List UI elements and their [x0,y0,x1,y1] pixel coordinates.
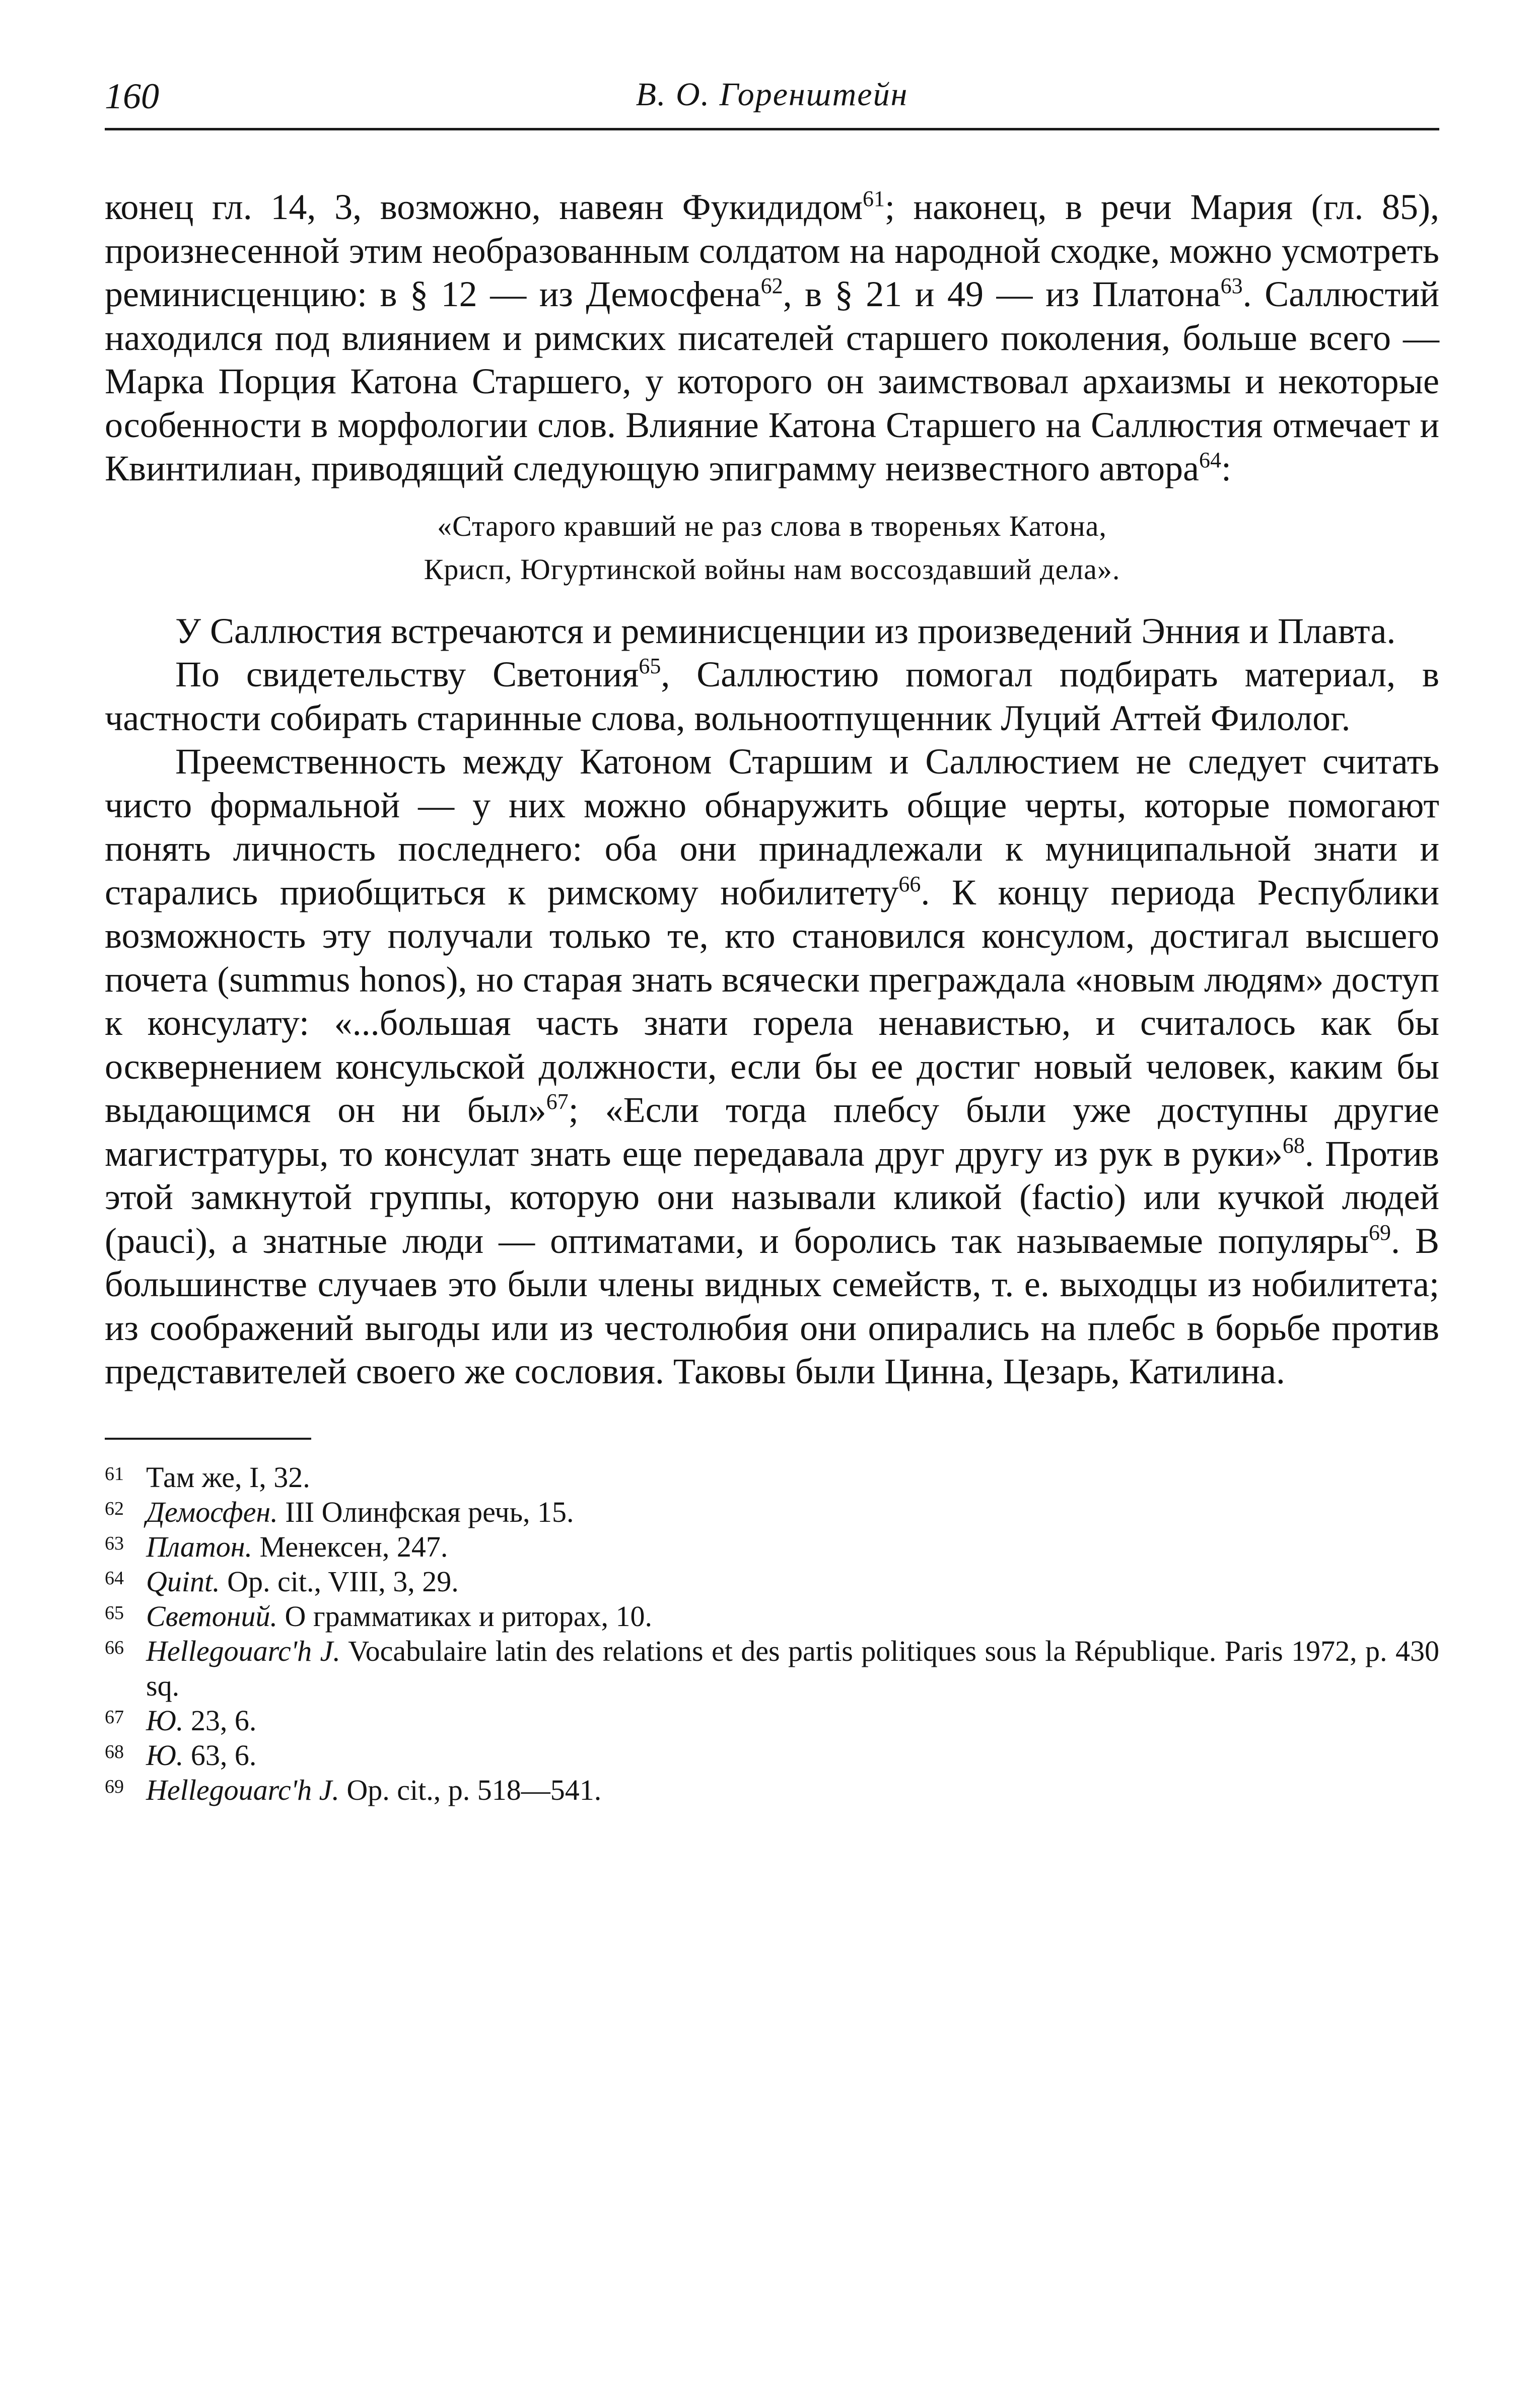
page-header [105,76,1439,131]
footnote-number: 63 [105,1532,124,1554]
main-text [105,185,1439,1393]
text-run: ; «Если тогда плебсу были уже доступны другие магистратуры, то консулат знать еще передавала друг другу из рук в руки» [105,1090,1440,1174]
footnote-ref[interactable]: 62 [760,273,783,298]
paragraph [105,740,1439,1393]
epigram-line: Крисп, Югуртинской войны нам воссоздавший дела». [424,552,1121,586]
footnote-text: Менексен, 247. [252,1530,448,1563]
footnote-author: Quint. [146,1565,220,1598]
header-rule [105,128,1439,130]
text-run: ; наконец, в речи Мария (гл. 85), произнесенной этим необразованным солдатом на народной сходке, можно усмотреть реминисценцию: в § 12 — из Демосфена [105,187,1440,314]
footnote-author: Светоний. [146,1599,277,1633]
footnote [105,1703,1439,1738]
text-run: . Саллюстий находился под влиянием и римских писателей старшего поколения, больше всего — Марка Порция Катона Старшего, у которого он заимствовал архаизмы и некоторые особенности в морфологии слов. Влияние Катона Старшего на Саллюстия отмечает и Квинтилиан, приводящий следующую эпиграмму неизвестного автора [105,274,1439,488]
footnote [105,1738,1439,1773]
text-run: . Против этой замкнутой группы, которую они называли кликой (factio) или кучкой людей (pauci), а знатные люди — оптиматами, и боролись так называемые популяры [105,1133,1439,1261]
book-page [105,76,1439,1807]
footnote-author: Hellegouarc'h J. [146,1634,340,1667]
footnote-ref[interactable]: 69 [1369,1220,1391,1245]
footnote-ref[interactable]: 63 [1220,273,1243,298]
page-number: 160 [105,76,159,116]
footnote-ref[interactable]: 64 [1199,448,1222,472]
footnote [105,1495,1439,1529]
footnote-number: 62 [105,1498,124,1519]
text-run: . К концу периода Республики возможность эту получали только те, кто становился консулом, достигал высшего почета (summus honos), но старая знать всячески преграждала «новым людям» доступ к консулату: «...большая часть знати горела ненавистью, и считалось как бы осквернением консульской должности, если бы ее достиг новый человек, каким бы выдающимся он ни был» [105,872,1439,1130]
footnote [105,1634,1439,1703]
footnote [105,1599,1439,1634]
text-run: По свидетельству Светония [175,654,639,694]
footnote-text: 23, 6. [183,1704,257,1737]
footnote-text: 63, 6. [183,1738,257,1772]
footnote [105,1773,1439,1807]
footnote-author: Hellegouarc'h J. [146,1773,339,1806]
footnote-number: 64 [105,1567,124,1589]
footnote-author: Ю. [146,1704,184,1737]
footnote-text: Там же, I, 32. [146,1460,310,1494]
footnote-ref[interactable]: 61 [863,186,885,211]
running-head: В. О. Горенштейн [636,76,908,113]
footnote-number: 66 [105,1637,124,1658]
text-run: , Саллюстию помогал подбирать материал, в частности собирать старинные слова, вольноотпущенник Луций Аттей Филолог. [105,654,1440,738]
footnote-text: Op. cit., p. 518—541. [339,1773,602,1806]
footnote-text: III Олинфская речь, 15. [277,1495,574,1528]
footnote [105,1564,1439,1599]
text-run: , в § 21 и 49 — из Платона [783,274,1221,314]
footnote-number: 65 [105,1602,124,1624]
footnote-number: 61 [105,1463,124,1485]
footnote-text: Vocabulaire latin des relations et des partis politiques sous la République. Paris 1972, p. 430 sq. [146,1634,1439,1702]
footnote-ref[interactable]: 66 [898,871,921,896]
epigram-line: «Старого кравший не раз слова в твореньях Катона, [437,509,1107,542]
footnote-text: Op. cit., VIII, 3, 29. [220,1565,459,1598]
footnote-ref[interactable]: 67 [546,1089,569,1114]
text-run: Преемственность между Катоном Старшим и Саллюстием не следует считать чисто формальной — у них можно обнаружить общие черты, которые помогают понять личность последнего: оба они принадлежали к муниципальной знати и старались приобщиться к римскому нобилитету [105,741,1439,912]
epigram-quote [105,505,1439,591]
footnote-number: 68 [105,1741,124,1763]
footnote-number: 67 [105,1706,124,1728]
footnote-author: Демосфен. [146,1495,278,1528]
text-run: . В большинстве случаев это были члены видных семейств, т. е. выходцы из нобилитета; из соображений выгоды или из честолюбия они опирались на плебс в борьбе против представителей своего же сословия. Таковы были Цинна, Цезарь, Катилина. [105,1220,1439,1391]
text-run: конец гл. 14, 3, возможно, навеян Фукидидом [105,187,863,227]
footnote [105,1529,1439,1564]
paragraph: У Саллюстия встречаются и реминисценции из произведений Энния и Плавта. [175,610,1396,651]
footnote-ref[interactable]: 65 [639,654,661,678]
footnote-author: Платон. [146,1530,253,1563]
footnote-author: Ю. [146,1738,184,1772]
footnote [105,1460,1439,1495]
footnotes [105,1460,1439,1807]
paragraph [105,185,1439,490]
footnote-text: О грамматиках и риторах, 10. [277,1599,653,1633]
footnote-separator [105,1438,311,1440]
footnote-number: 69 [105,1776,124,1797]
footnote-ref[interactable]: 68 [1282,1133,1305,1158]
paragraph [105,653,1439,740]
text-run: : [1221,448,1232,488]
